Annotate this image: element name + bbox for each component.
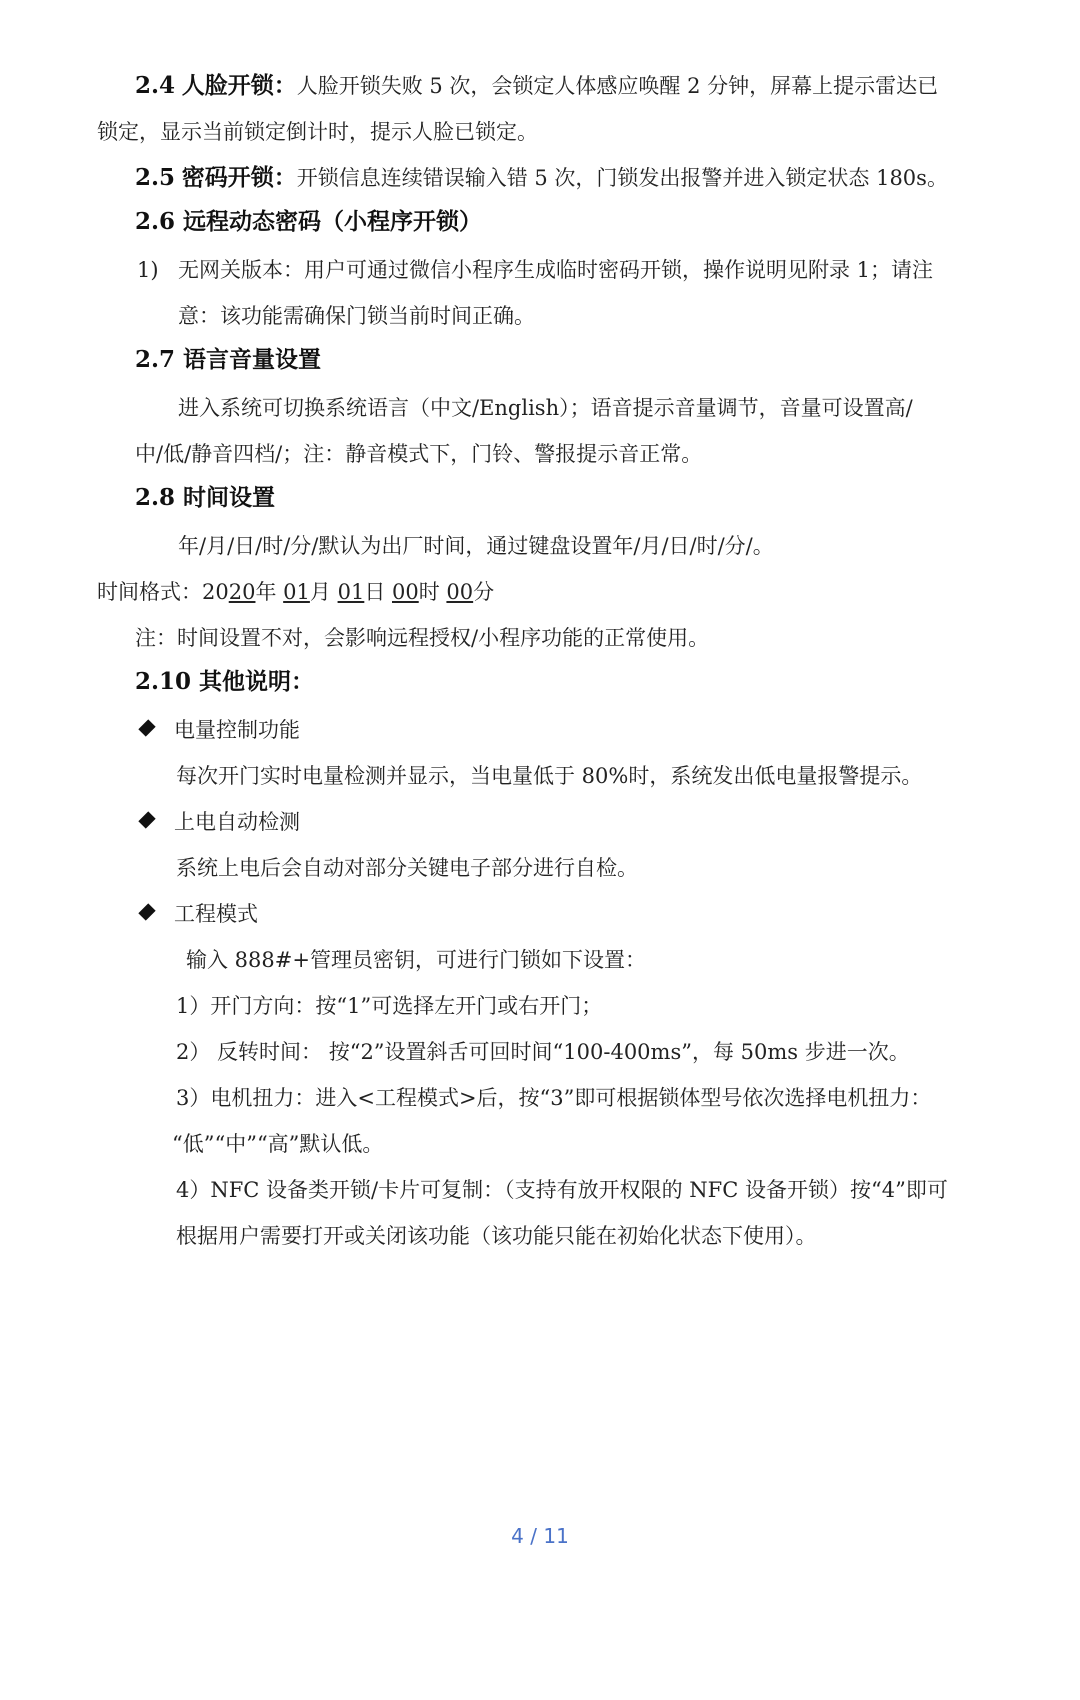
bullet-text: 输入 888#+管理员密钥，可进行门锁如下设置： — [186, 948, 646, 972]
section-2-6-item-line-2: 意：该功能需确保门锁当前时间正确。 — [178, 304, 535, 328]
engineering-item-3-line-2: “低”“中”“高”默认低。 — [172, 1132, 384, 1156]
bullet-title: 上电自动检测 — [174, 810, 300, 834]
time-format-year: 20 — [228, 580, 256, 604]
section-2-5-text: 开锁信息连续错误输入错 5 次，门锁发出报警并进入锁定状态 180s。 — [296, 166, 948, 190]
bullet-title: 工程模式 — [174, 902, 258, 926]
time-format-year-unit: 年 — [255, 580, 277, 604]
engineering-item-4-line-2: 根据用户需要打开或关闭该功能（该功能只能在初始化状态下使用）。 — [176, 1224, 817, 1248]
bullet-text: 每次开门实时电量检测并显示，当电量低于 80%时，系统发出低电量报警提示。 — [176, 764, 923, 788]
section-2-5 — [135, 164, 948, 192]
engineering-item-2: 2） 反转时间： 按“2”设置斜舌可回时间“100-400ms”，每 50ms 步进一次。 — [176, 1040, 910, 1064]
section-2-7-line-2: 中/低/静音四档/；注：静音模式下，门铃、警报提示音正常。 — [135, 442, 703, 466]
diamond-bullet-icon — [138, 811, 155, 828]
section-2-6-heading: 2.6 远程动态密码（小程序开锁） — [135, 208, 483, 235]
time-format-month-unit: 月 — [309, 580, 331, 604]
section-2-5-title: 密码开锁： — [181, 164, 297, 191]
section-2-8-heading: 2.8 时间设置 — [135, 484, 276, 511]
bullet-item-power-on-check — [138, 808, 300, 836]
time-format-hour: 00 — [392, 580, 419, 604]
time-format-day-unit: 日 — [364, 580, 386, 604]
page-number: 4 / 11 — [511, 1524, 569, 1548]
time-format-minute-unit: 分 — [473, 580, 495, 604]
diamond-bullet-icon — [138, 903, 155, 920]
time-format-line — [97, 578, 494, 606]
bullet-title: 电量控制功能 — [174, 718, 300, 742]
section-2-4-text: 人脸开锁失败 5 次，会锁定人体感应唤醒 2 分钟，屏幕上提示雷达已 — [296, 74, 939, 98]
section-2-4-line-1 — [135, 72, 938, 100]
section-2-5-number: 2.5 — [135, 164, 176, 191]
section-2-8-note: 注：时间设置不对，会影响远程授权/小程序功能的正常使用。 — [135, 626, 710, 650]
bullet-item-power-control — [138, 716, 300, 744]
time-format-minute: 00 — [446, 580, 474, 604]
time-format-day: 01 — [337, 580, 365, 604]
bullet-item-engineering-mode — [138, 900, 258, 928]
time-format-month: 01 — [283, 580, 310, 604]
section-2-4-number: 2.4 — [135, 72, 176, 99]
time-format-hour-unit: 时 — [418, 580, 440, 604]
section-2-8-line-1: 年/月/日/时/分/默认为出厂时间，通过键盘设置年/月/日/时/分/。 — [178, 534, 774, 558]
bullet-text: 系统上电后会自动对部分关键电子部分进行自检。 — [176, 856, 638, 880]
section-2-4-title: 人脸开锁： — [181, 72, 297, 99]
time-format-label: 时间格式：20 — [97, 580, 229, 604]
section-2-6-item-marker: 1) — [137, 258, 159, 282]
engineering-item-4-line-1: 4）NFC 设备类开锁/卡片可复制：（支持有放开权限的 NFC 设备开锁）按“4”即可 — [176, 1178, 948, 1202]
engineering-item-1: 1）开门方向：按“1”可选择左开门或右开门； — [176, 994, 603, 1018]
engineering-item-3-line-1: 3）电机扭力：进入<工程模式>后，按“3”即可根据锁体型号依次选择电机扭力： — [176, 1086, 932, 1110]
section-2-7-line-1: 进入系统可切换系统语言（中文/English）；语音提示音量调节，音量可设置高/ — [178, 396, 913, 420]
section-2-4-line-2: 锁定，显示当前锁定倒计时，提示人脸已锁定。 — [97, 120, 538, 144]
section-2-6-item-line-1: 无网关版本：用户可通过微信小程序生成临时密码开锁，操作说明见附录 1；请注 — [178, 258, 934, 282]
section-2-7-heading: 2.7 语言音量设置 — [135, 346, 322, 373]
section-2-10-heading: 2.10 其他说明： — [135, 668, 315, 695]
diamond-bullet-icon — [138, 719, 155, 736]
